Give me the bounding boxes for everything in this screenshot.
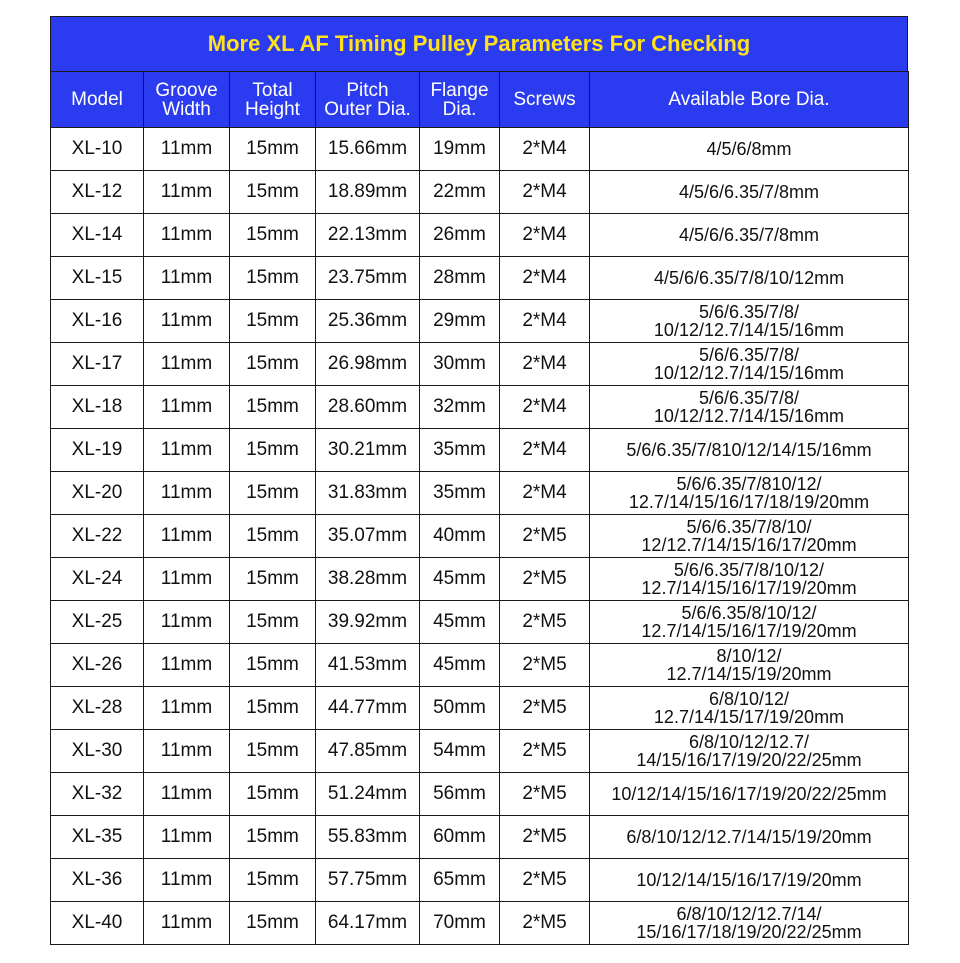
groove-width-cell: 11mm [144, 773, 230, 816]
groove-width-cell: 11mm [144, 730, 230, 773]
screws-cell: 2*M5 [500, 816, 590, 859]
pitch-outer-dia-cell: 64.17mm [316, 902, 420, 945]
groove-width-cell: 11mm [144, 300, 230, 343]
table-row [51, 644, 909, 687]
groove-width-cell: 11mm [144, 687, 230, 730]
total-height-cell: 15mm [230, 558, 316, 601]
flange-dia-cell: 35mm [420, 429, 500, 472]
pitch-outer-dia-cell: 23.75mm [316, 257, 420, 300]
total-height-cell: 15mm [230, 730, 316, 773]
bore-dia-cell: 6/8/10/12/12.7/ 14/15/16/17/19/20/22/25mm [590, 730, 909, 773]
groove-width-cell: 11mm [144, 472, 230, 515]
model-cell: XL-19 [51, 429, 144, 472]
screws-cell: 2*M5 [500, 730, 590, 773]
bore-dia-cell: 6/8/10/12/12.7/14/15/19/20mm [590, 816, 909, 859]
bore-dia-cell: 6/8/10/12/12.7/14/ 15/16/17/18/19/20/22/25mm [590, 902, 909, 945]
header-flange-dia: Flange Dia. [420, 72, 500, 128]
table-row [51, 773, 909, 816]
total-height-cell: 15mm [230, 601, 316, 644]
flange-dia-cell: 30mm [420, 343, 500, 386]
groove-width-cell: 11mm [144, 644, 230, 687]
bore-dia-cell: 4/5/6/6.35/7/8/10/12mm [590, 257, 909, 300]
pitch-outer-dia-cell: 28.60mm [316, 386, 420, 429]
flange-dia-cell: 40mm [420, 515, 500, 558]
header-pitch-outer-dia: Pitch Outer Dia. [316, 72, 420, 128]
table-row [51, 386, 909, 429]
flange-dia-cell: 26mm [420, 214, 500, 257]
model-cell: XL-32 [51, 773, 144, 816]
pitch-outer-dia-cell: 31.83mm [316, 472, 420, 515]
parameter-table [50, 71, 909, 945]
groove-width-cell: 11mm [144, 515, 230, 558]
flange-dia-cell: 35mm [420, 472, 500, 515]
bore-dia-cell: 4/5/6/6.35/7/8mm [590, 214, 909, 257]
groove-width-cell: 11mm [144, 902, 230, 945]
total-height-cell: 15mm [230, 644, 316, 687]
groove-width-cell: 11mm [144, 214, 230, 257]
total-height-cell: 15mm [230, 859, 316, 902]
screws-cell: 2*M5 [500, 687, 590, 730]
bore-dia-cell: 5/6/6.35/8/10/12/ 12.7/14/15/16/17/19/20mm [590, 601, 909, 644]
bore-dia-cell: 4/5/6/8mm [590, 128, 909, 171]
model-cell: XL-24 [51, 558, 144, 601]
table-row [51, 300, 909, 343]
total-height-cell: 15mm [230, 214, 316, 257]
total-height-cell: 15mm [230, 300, 316, 343]
bore-dia-cell: 5/6/6.35/7/8/ 10/12/12.7/14/15/16mm [590, 343, 909, 386]
pitch-outer-dia-cell: 44.77mm [316, 687, 420, 730]
flange-dia-cell: 70mm [420, 902, 500, 945]
screws-cell: 2*M4 [500, 214, 590, 257]
groove-width-cell: 11mm [144, 257, 230, 300]
screws-cell: 2*M5 [500, 601, 590, 644]
table-row [51, 515, 909, 558]
header-bore: Available Bore Dia. [590, 72, 909, 128]
header-groove-width: Groove Width [144, 72, 230, 128]
bore-dia-cell: 5/6/6.35/7/8/ 10/12/12.7/14/15/16mm [590, 300, 909, 343]
header-row [51, 72, 909, 128]
table-row [51, 472, 909, 515]
bore-dia-cell: 8/10/12/ 12.7/14/15/19/20mm [590, 644, 909, 687]
header-model: Model [51, 72, 144, 128]
bore-dia-cell: 5/6/6.35/7/8/ 10/12/12.7/14/15/16mm [590, 386, 909, 429]
screws-cell: 2*M4 [500, 472, 590, 515]
total-height-cell: 15mm [230, 687, 316, 730]
pitch-outer-dia-cell: 57.75mm [316, 859, 420, 902]
total-height-cell: 15mm [230, 515, 316, 558]
model-cell: XL-18 [51, 386, 144, 429]
table-row [51, 601, 909, 644]
model-cell: XL-20 [51, 472, 144, 515]
total-height-cell: 15mm [230, 171, 316, 214]
groove-width-cell: 11mm [144, 171, 230, 214]
model-cell: XL-25 [51, 601, 144, 644]
pitch-outer-dia-cell: 18.89mm [316, 171, 420, 214]
bore-dia-cell: 10/12/14/15/16/17/19/20mm [590, 859, 909, 902]
table-row [51, 730, 909, 773]
total-height-cell: 15mm [230, 128, 316, 171]
total-height-cell: 15mm [230, 429, 316, 472]
table-row [51, 687, 909, 730]
model-cell: XL-14 [51, 214, 144, 257]
pitch-outer-dia-cell: 26.98mm [316, 343, 420, 386]
header-total-height: Total Height [230, 72, 316, 128]
flange-dia-cell: 32mm [420, 386, 500, 429]
parameter-sheet [50, 16, 908, 945]
groove-width-cell: 11mm [144, 386, 230, 429]
groove-width-cell: 11mm [144, 816, 230, 859]
table-title: More XL AF Timing Pulley Parameters For Checking [50, 16, 908, 71]
screws-cell: 2*M4 [500, 343, 590, 386]
flange-dia-cell: 19mm [420, 128, 500, 171]
screws-cell: 2*M4 [500, 257, 590, 300]
screws-cell: 2*M5 [500, 773, 590, 816]
groove-width-cell: 11mm [144, 558, 230, 601]
flange-dia-cell: 28mm [420, 257, 500, 300]
pitch-outer-dia-cell: 51.24mm [316, 773, 420, 816]
bore-dia-cell: 5/6/6.35/7/8/10/ 12/12.7/14/15/16/17/20mm [590, 515, 909, 558]
screws-cell: 2*M4 [500, 429, 590, 472]
screws-cell: 2*M5 [500, 644, 590, 687]
pitch-outer-dia-cell: 35.07mm [316, 515, 420, 558]
pitch-outer-dia-cell: 38.28mm [316, 558, 420, 601]
bore-dia-cell: 5/6/6.35/7/810/12/14/15/16mm [590, 429, 909, 472]
total-height-cell: 15mm [230, 257, 316, 300]
groove-width-cell: 11mm [144, 429, 230, 472]
model-cell: XL-22 [51, 515, 144, 558]
table-row [51, 214, 909, 257]
flange-dia-cell: 54mm [420, 730, 500, 773]
flange-dia-cell: 65mm [420, 859, 500, 902]
model-cell: XL-35 [51, 816, 144, 859]
screws-cell: 2*M4 [500, 386, 590, 429]
pitch-outer-dia-cell: 55.83mm [316, 816, 420, 859]
pitch-outer-dia-cell: 25.36mm [316, 300, 420, 343]
groove-width-cell: 11mm [144, 601, 230, 644]
table-row [51, 558, 909, 601]
header-screws: Screws [500, 72, 590, 128]
flange-dia-cell: 29mm [420, 300, 500, 343]
pitch-outer-dia-cell: 22.13mm [316, 214, 420, 257]
total-height-cell: 15mm [230, 386, 316, 429]
table-row [51, 343, 909, 386]
pitch-outer-dia-cell: 47.85mm [316, 730, 420, 773]
groove-width-cell: 11mm [144, 859, 230, 902]
pitch-outer-dia-cell: 15.66mm [316, 128, 420, 171]
model-cell: XL-36 [51, 859, 144, 902]
total-height-cell: 15mm [230, 816, 316, 859]
model-cell: XL-30 [51, 730, 144, 773]
total-height-cell: 15mm [230, 902, 316, 945]
model-cell: XL-40 [51, 902, 144, 945]
flange-dia-cell: 50mm [420, 687, 500, 730]
bore-dia-cell: 10/12/14/15/16/17/19/20/22/25mm [590, 773, 909, 816]
pitch-outer-dia-cell: 30.21mm [316, 429, 420, 472]
model-cell: XL-12 [51, 171, 144, 214]
total-height-cell: 15mm [230, 472, 316, 515]
bore-dia-cell: 5/6/6.35/7/810/12/ 12.7/14/15/16/17/18/19/20mm [590, 472, 909, 515]
model-cell: XL-16 [51, 300, 144, 343]
flange-dia-cell: 60mm [420, 816, 500, 859]
screws-cell: 2*M5 [500, 515, 590, 558]
screws-cell: 2*M5 [500, 859, 590, 902]
screws-cell: 2*M5 [500, 902, 590, 945]
table-row [51, 902, 909, 945]
pitch-outer-dia-cell: 41.53mm [316, 644, 420, 687]
flange-dia-cell: 56mm [420, 773, 500, 816]
bore-dia-cell: 5/6/6.35/7/8/10/12/ 12.7/14/15/16/17/19/20mm [590, 558, 909, 601]
groove-width-cell: 11mm [144, 343, 230, 386]
screws-cell: 2*M4 [500, 171, 590, 214]
model-cell: XL-28 [51, 687, 144, 730]
groove-width-cell: 11mm [144, 128, 230, 171]
model-cell: XL-15 [51, 257, 144, 300]
bore-dia-cell: 6/8/10/12/ 12.7/14/15/17/19/20mm [590, 687, 909, 730]
table-row [51, 128, 909, 171]
flange-dia-cell: 45mm [420, 644, 500, 687]
model-cell: XL-10 [51, 128, 144, 171]
flange-dia-cell: 45mm [420, 601, 500, 644]
table-row [51, 429, 909, 472]
screws-cell: 2*M4 [500, 128, 590, 171]
flange-dia-cell: 45mm [420, 558, 500, 601]
total-height-cell: 15mm [230, 773, 316, 816]
flange-dia-cell: 22mm [420, 171, 500, 214]
model-cell: XL-26 [51, 644, 144, 687]
table-row [51, 816, 909, 859]
table-row [51, 171, 909, 214]
screws-cell: 2*M4 [500, 300, 590, 343]
screws-cell: 2*M5 [500, 558, 590, 601]
table-row [51, 257, 909, 300]
pitch-outer-dia-cell: 39.92mm [316, 601, 420, 644]
model-cell: XL-17 [51, 343, 144, 386]
bore-dia-cell: 4/5/6/6.35/7/8mm [590, 171, 909, 214]
total-height-cell: 15mm [230, 343, 316, 386]
table-row [51, 859, 909, 902]
